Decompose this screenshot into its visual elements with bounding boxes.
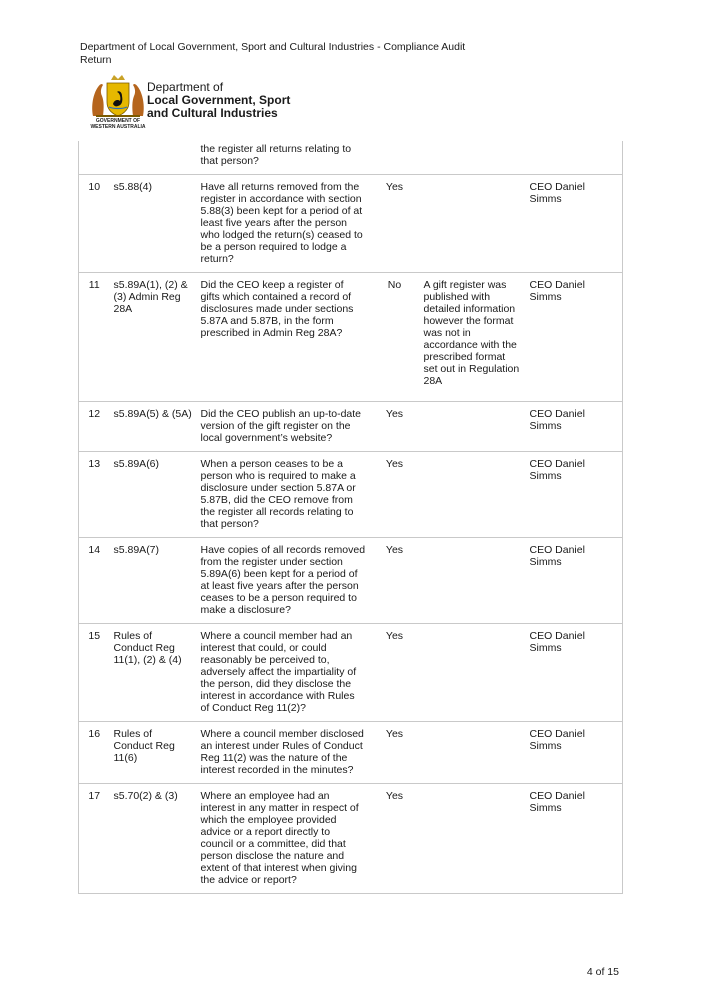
comments-cell [420,624,526,722]
respondent-cell: CEO Daniel Simms [526,784,623,894]
department-logo [87,74,347,134]
comments-cell [420,722,526,784]
document-title: Department of Local Government, Sport and Cultural Industries - Compliance Audit [80,41,466,53]
response-cell: Yes [370,624,420,722]
row-number: 17 [79,784,110,894]
row-number: 14 [79,538,110,624]
table-row [79,402,623,452]
crest-caption-line1: GOVERNMENT OF [95,118,141,124]
question-cell: Did the CEO keep a register of gifts which contained a record of disclosures made under sections 5.87A and 5.87B, in the form prescribed in Admin Reg 28A? [197,273,370,402]
department-name [147,81,290,120]
wa-government-crest-icon [87,74,149,120]
row-number: 12 [79,402,110,452]
respondent-cell: CEO Daniel Simms [526,402,623,452]
row-number: 16 [79,722,110,784]
question-cell: Have all returns removed from the register in accordance with section 5.88(3) been kept for a period of at least five years after the person who lodged the return(s) ceased to be a person required to lodge a return? [197,175,370,273]
reference-cell: s5.89A(5) & (5A) [110,402,197,452]
response-cell: Yes [370,722,420,784]
reference-cell: s5.89A(1), (2) & (3) Admin Reg 28A [110,273,197,402]
comments-cell [420,538,526,624]
reference-cell: s5.89A(7) [110,538,197,624]
row-number: 15 [79,624,110,722]
reference-cell: s5.70(2) & (3) [110,784,197,894]
department-name-line3: and Cultural Industries [147,106,278,120]
question-cell: Did the CEO publish an up-to-date version of the gift register on the local government’s website? [197,402,370,452]
response-cell: Yes [370,538,420,624]
table-row [79,273,623,402]
respondent-cell: CEO Daniel Simms [526,624,623,722]
respondent-cell: CEO Daniel Simms [526,452,623,538]
compliance-audit-table [78,141,623,894]
question-cell: When a person ceases to be a person who is required to make a disclosure under section 5.87A or 5.87B, did the CEO remove from the register all records relating to that person? [197,452,370,538]
question-cell: Have copies of all records removed from the register under section 5.89A(6) been kept for a period of at least five years after the person ceases to be a person required to make a disclosure? [197,538,370,624]
reference-cell: Rules of Conduct Reg 11(1), (2) & (4) [110,624,197,722]
reference-cell: Rules of Conduct Reg 11(6) [110,722,197,784]
comments-cell [420,402,526,452]
respondent-cell: CEO Daniel Simms [526,175,623,273]
comments-cell [420,784,526,894]
crest-caption [87,118,149,130]
response-cell: No [370,273,420,402]
document-title-line2: Return [80,53,112,66]
row-number: 10 [79,175,110,273]
department-name-line2: Local Government, Sport [147,93,291,107]
comments-cell: A gift register was published with detailed information however the format was not in accordance with the prescribed format set out in Regulation 28A [420,273,526,402]
document-header [80,41,500,66]
comments-cell [420,452,526,538]
table-row [79,175,623,273]
reference-cell: s5.89A(6) [110,452,197,538]
row-number: 13 [79,452,110,538]
comments-cell [420,175,526,273]
table-row [79,538,623,624]
question-cell: Where a council member disclosed an interest under Rules of Conduct Reg 11(2) was the nature of the interest recorded in the minutes? [197,722,370,784]
question-cell: Where a council member had an interest that could, or could reasonably be perceived to, adversely affect the impartiality of the person, did they disclose the interest in accordance with Rules of Conduct Reg 11(2)? [197,624,370,722]
respondent-cell: CEO Daniel Simms [526,273,623,402]
table-row [79,624,623,722]
respondent-cell: CEO Daniel Simms [526,538,623,624]
reference-cell: s5.88(4) [110,175,197,273]
question-cell: Where an employee had an interest in any matter in respect of which the employee provided advice or a report directly to council or a committee, did that person disclose the nature and extent of that interest when giving the advice or report? [197,784,370,894]
department-name-line1: Department of [147,80,224,94]
response-cell: Yes [370,175,420,273]
respondent-cell: CEO Daniel Simms [526,722,623,784]
table-row [79,722,623,784]
row-number: 11 [79,273,110,402]
table-row [79,452,623,538]
response-cell: Yes [370,402,420,452]
table-row [79,784,623,894]
page-number: 4 of 15 [586,966,619,978]
crest-caption-line2: WESTERN AUSTRALIA [90,124,146,130]
question-cell: the register all returns relating to that person? [197,141,370,175]
table-row-continued [79,141,623,175]
response-cell: Yes [370,452,420,538]
response-cell: Yes [370,784,420,894]
